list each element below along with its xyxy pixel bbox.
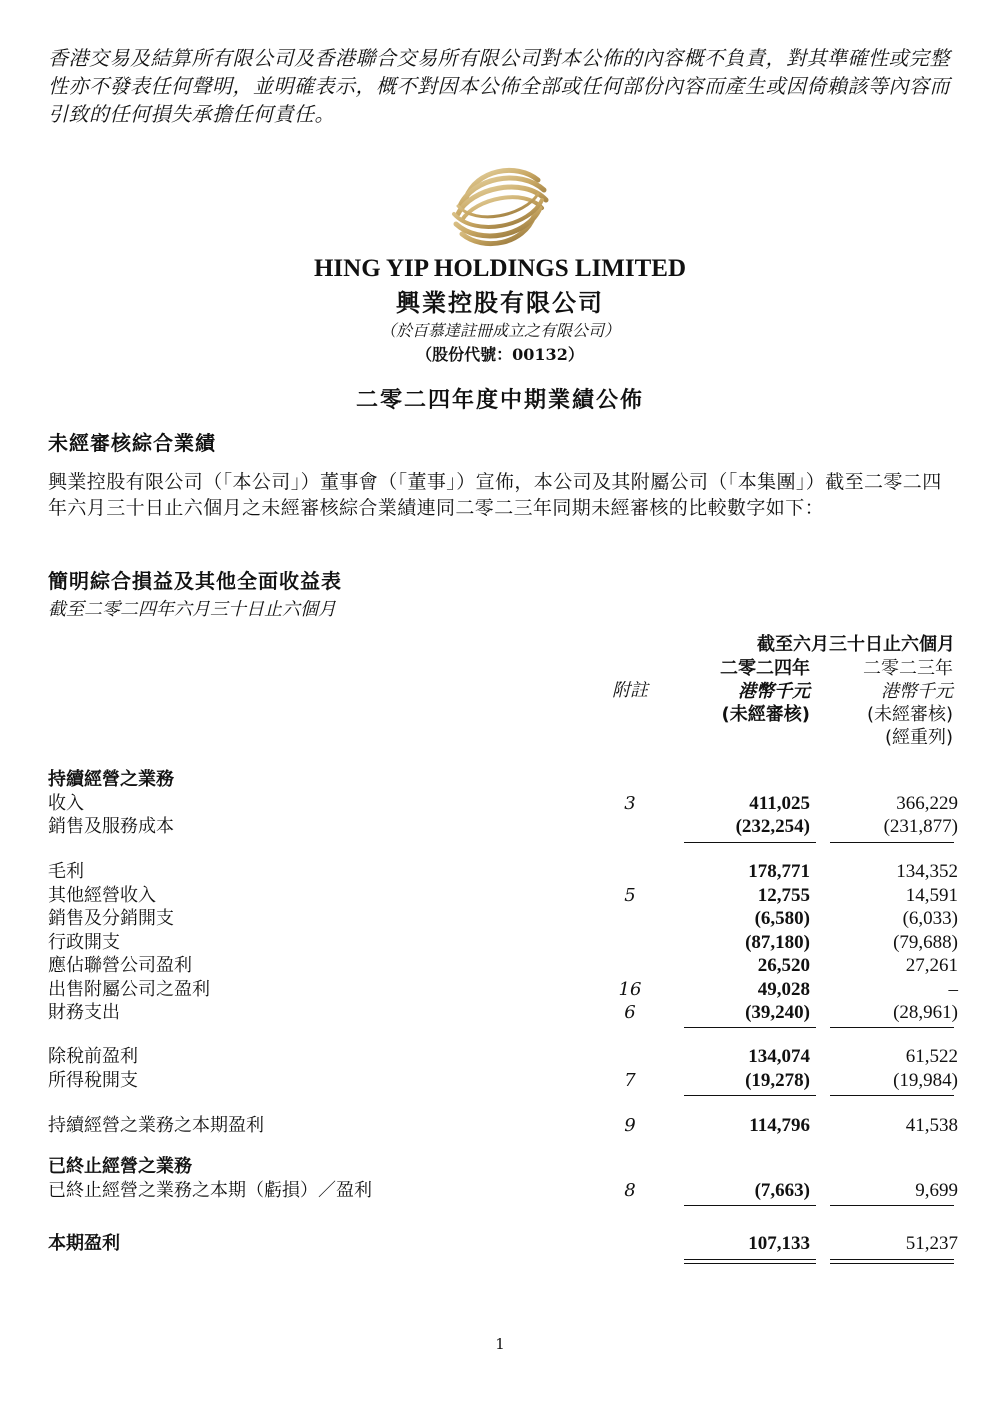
table-row [0,792,1000,815]
value-2023: (79,688) [893,932,958,953]
value-2024: 49,028 [757,979,810,1000]
table-row [0,815,1000,838]
row-label: 銷售及分銷開支 [48,908,174,929]
row-note: 8 [624,1180,636,1201]
row-label: 持續經營之業務之本期盈利 [48,1115,264,1136]
subtotal-rule [684,842,816,843]
table-row [0,931,1000,954]
note-header: 附註 [612,680,648,701]
value-2024: 134,074 [748,1046,810,1067]
section-label-discontinued: 已終止經營之業務 [48,1156,192,1177]
subtotal-rule [830,1205,954,1206]
value-2023: – [948,979,958,1000]
row-label: 出售附屬公司之盈利 [48,979,210,1000]
period-header: 截至六月三十日止六個月 [757,634,955,655]
value-2024: 12,755 [757,885,810,906]
row-label: 應佔聯營公司盈利 [48,955,192,976]
row-note: 16 [618,979,642,1000]
value-2023: 366,229 [896,793,958,814]
subtotal-rule [830,1027,954,1028]
value-2023: (6,033) [902,908,958,929]
row-note: 3 [624,793,636,814]
value-2023: 134,352 [896,861,958,882]
subtotal-rule [830,1095,954,1096]
table-row [0,1232,1000,1255]
table-row [0,1155,1000,1178]
row-note: 6 [624,1002,636,1023]
col-2023-restated: (經重列) [884,727,953,748]
table-row [0,907,1000,930]
value-2024: (7,663) [754,1180,810,1201]
value-2024: 178,771 [748,861,810,882]
value-2024: (232,254) [735,816,810,837]
table-row [0,1001,1000,1024]
table-row [0,860,1000,883]
col-2023-year: 二零二三年 [863,658,953,679]
value-2024: (6,580) [754,908,810,929]
row-note: 7 [624,1070,636,1091]
hing-yip-logo-icon [446,158,554,256]
value-2023: 27,261 [905,955,958,976]
company-name-en: HING YIP HOLDINGS LIMITED [313,255,687,282]
section-title: 未經審核綜合業績 [48,431,216,455]
table-row [0,1069,1000,1092]
value-2024: (87,180) [745,932,810,953]
page-number: 1 [495,1335,505,1353]
row-label: 除稅前盈利 [48,1046,138,1067]
subtotal-rule [684,1095,816,1096]
value-2023: (231,877) [883,816,958,837]
value-2024: (39,240) [745,1002,810,1023]
col-2023-unit: 港幣千元 [881,681,953,702]
value-2023: 61,522 [905,1046,958,1067]
subtotal-rule [684,1027,816,1028]
value-2023: 9,699 [915,1180,958,1201]
row-note: 9 [624,1115,636,1136]
total-double-rule [830,1263,954,1264]
value-2023: 14,591 [905,885,958,906]
stock-code: （股份代號：00132） [416,345,584,364]
statement-subtitle: 截至二零二四年六月三十日止六個月 [48,599,336,620]
value-2024: 411,025 [749,793,810,814]
col-2024-status: (未經審核) [721,704,810,725]
subtotal-rule [830,842,954,843]
incorporation-note: （於百慕達註冊成立之有限公司） [379,321,620,340]
table-row [0,1114,1000,1137]
value-2023: 41,538 [905,1115,958,1136]
value-2024: (19,278) [745,1070,810,1091]
table-row [0,978,1000,1001]
intro-paragraph: 興業控股有限公司（「本公司」）董事會（「董事」）宣佈，本公司及其附屬公司（「本集團」）截至二零二四年六月三十日止六個月之未經審核綜合業績連同二零二三年同期未經審核的比較數字如下： [48,471,942,519]
value-2024: 107,133 [748,1233,810,1254]
disclaimer-text: 香港交易及結算所有限公司及香港聯合交易所有限公司對本公佈的內容概不負責，對其準確性或完整性亦不發表任何聲明，並明確表示，概不對因本公佈全部或任何部份內容而產生或因倚賴該等內容而引致的任何損失承擔任何責任。 [48,46,950,126]
total-double-rule [684,1263,816,1264]
value-2023: (28,961) [893,1002,958,1023]
table-row [0,1179,1000,1202]
table-row [0,954,1000,977]
row-label: 已終止經營之業務之本期（虧損）／盈利 [48,1180,372,1201]
announcement-title: 二零二四年度中期業績公佈 [355,388,644,413]
statement-title: 簡明綜合損益及其他全面收益表 [48,569,342,593]
table-row [0,1045,1000,1068]
row-label: 其他經營收入 [48,885,156,906]
subtotal-rule [684,1205,816,1206]
row-note: 5 [624,885,636,906]
table-row [0,884,1000,907]
row-label: 所得稅開支 [48,1070,138,1091]
company-name-zh: 興業控股有限公司 [396,289,604,317]
value-2024: 26,520 [757,955,810,976]
col-2024-year: 二零二四年 [720,658,810,679]
total-double-rule [684,1259,816,1260]
row-label: 毛利 [48,861,84,882]
row-label: 銷售及服務成本 [48,816,174,837]
value-2023: (19,984) [893,1070,958,1091]
row-label: 收入 [48,793,84,814]
row-label-total: 本期盈利 [48,1233,120,1254]
value-2023: 51,237 [905,1233,958,1254]
row-label: 行政開支 [48,932,120,953]
table-row [0,768,1000,791]
total-double-rule [830,1259,954,1260]
value-2024: 114,796 [749,1115,810,1136]
row-label: 財務支出 [48,1002,120,1023]
col-2024-unit: 港幣千元 [738,681,810,702]
section-label-continuing: 持續經營之業務 [48,769,174,790]
col-2023-status: (未經審核) [866,704,953,725]
